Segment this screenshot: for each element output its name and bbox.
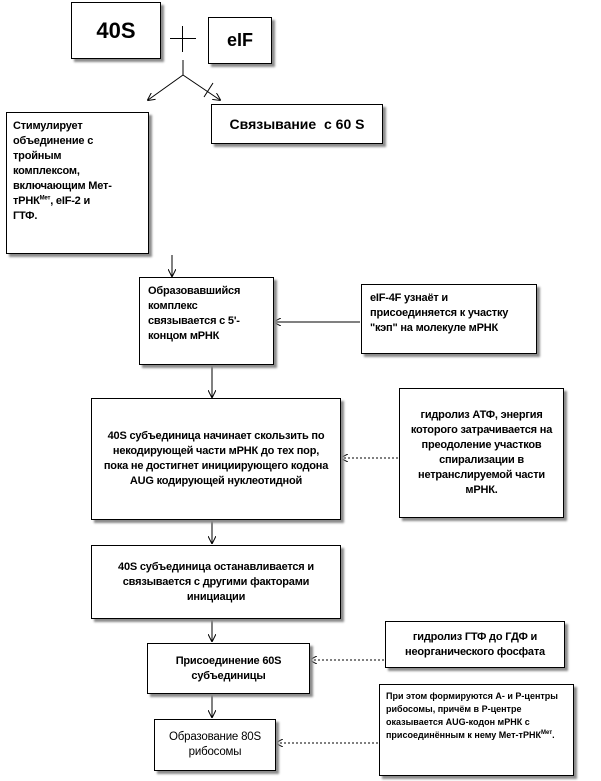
label-join-60s: Присоединение 60S субъединицы	[175, 654, 282, 682]
box-eif	[208, 17, 272, 64]
stim-line-3: комплексом,	[13, 165, 80, 177]
box-note	[379, 684, 574, 776]
label-binding-60s: Связывание с 60 S	[229, 116, 365, 132]
stim-met-sup: Мет	[39, 195, 51, 202]
note-met-sup: Мет	[540, 730, 553, 736]
box-form-80s	[154, 719, 276, 771]
box-stop	[91, 545, 341, 619]
box-atp-hydrolysis	[399, 388, 564, 518]
label-complex: Образовавшийся комплекс связывается с 5'-концом мРНК	[148, 285, 241, 342]
label-eif: eIF	[226, 30, 253, 50]
box-binding-60s	[211, 104, 383, 144]
stim-line-1: объединение с	[13, 135, 94, 147]
stim-after: , eIF-2 и	[50, 195, 91, 207]
box-eif4f	[361, 284, 537, 354]
fork-right-arrow	[183, 75, 220, 100]
stim-line-0: Стимулирует	[13, 120, 83, 132]
label-form-80s: Образование 80S рибосомы	[169, 731, 261, 758]
plus-sign	[170, 26, 196, 52]
note-end: .	[552, 730, 555, 740]
box-complex	[139, 277, 274, 365]
label-40s: 40S	[96, 17, 136, 43]
stim-last: ГТФ.	[13, 210, 38, 222]
box-40s	[71, 2, 161, 59]
label-eif4f: eIF-4F узнаёт и присоединяется к участку "кэп" на молекуле мРНК	[370, 292, 509, 334]
label-scanning: 40S субъединица начинает скользить по некодирующей части мРНК до тех пор, пока не достигнет инициирующего кодона AUG кодирующей нуклеотидной	[103, 430, 329, 487]
box-scanning	[91, 398, 341, 520]
box-gtp-hydrolysis	[385, 621, 565, 668]
stim-trna: тРНК	[13, 195, 40, 207]
label-note: При этом формируются А- и Р-центры рибосомы, причём в Р-центре оказывается AUG-кодон мРНК с присоединённым к нему Мет-тРНК	[386, 691, 558, 740]
label-gtp-hydrolysis: гидролиз ГТФ до ГДФ и неорганического фосфата	[405, 630, 545, 658]
fork-left-arrow	[148, 75, 183, 100]
label-stop: 40S субъединица останавливается и связывается с другими факторами инициации	[118, 560, 314, 603]
box-join-60s	[147, 643, 310, 694]
label-atp-hydrolysis: гидролиз АТФ, энергия которого затрачивается на преодоление участков спирализации в нетранслируемой части мРНК.	[410, 409, 553, 496]
box-stimulates	[6, 112, 149, 254]
stim-line-4: включающим Мет-	[13, 180, 112, 192]
stim-line-2: тройным	[13, 150, 62, 162]
